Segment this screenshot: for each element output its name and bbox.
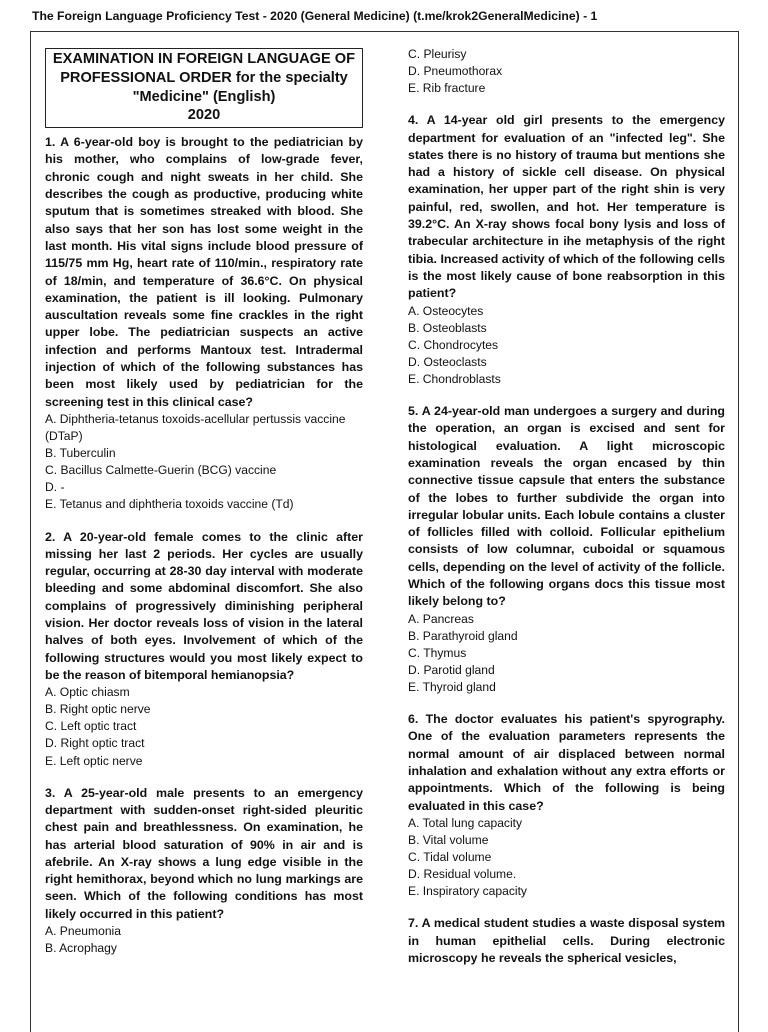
question-4-option-b: B. Osteoblasts — [408, 320, 487, 335]
exam-title-line: EXAMINATION IN FOREIGN LANGUAGE OF — [52, 51, 356, 67]
question-6-option-e: E. Inspiratory capacity — [408, 884, 527, 899]
question-2-option-d: D. Right optic tract — [45, 736, 145, 751]
question-3-option-e: E. Rib fracture — [408, 81, 486, 96]
question-3-option-b: B. Acrophagy — [45, 941, 117, 956]
question-3-option-a: A. Pneumonia — [45, 924, 121, 939]
exam-title-year: 2020 — [187, 107, 221, 124]
question-4-option-a: A. Osteocytes — [408, 303, 484, 318]
question-7-text: 7. A medical student studies a waste disposal system in human epithelial cells. During electronic microscopy he reveals the spherical vesicles, — [408, 916, 725, 965]
question-2-text: 2. A 20-year-old female comes to the clinic after missing her last 2 periods. Her cycles are usually regular, occurring at 28-30 day interval with moderate bleeding and some abdominal discomfort. She also complains of progressively diminishing peripheral vision. Her doctor reveals loss of vision in the lateral halves of both eyes. Involvement of which of the following structures would you most likely expect to be the reason of bitemporal hemianopsia? — [45, 529, 363, 682]
question-6-option-d: D. Residual volume. — [408, 867, 517, 882]
exam-title-line: PROFESSIONAL ORDER for the specialty — [60, 69, 348, 86]
question-2-option-e: E. Left optic nerve — [45, 753, 143, 768]
question-1-option-d: D. - — [45, 480, 65, 495]
left-column — [45, 48, 363, 957]
question-4-text: 4. A 14-year old girl presents to the emergency department for evaluation of an "infected leg". She states there is no history of trauma but mentions she had a history of sickle cell disease. On physical examination, her upper part of the right shin is very painful, red, swollen, and hot. Her temperature is 39.2°C. An X-ray shows focal bony lysis and loss of trabecular architecture in ihe metaphysis of the right tibia. Increased activity of which of the following cells is the most likely cause of bone reabsorption in this patient? — [408, 113, 725, 301]
right-column — [408, 46, 725, 967]
question-5-text: 5. A 24-year-old man undergoes a surgery and during the operation, an organ is excised and sent for histological evaluation. A light microscopic examination reveals the organ encased by thin connective tissue capsule that enters the substance of the lobes to further subdivide the organ into irregular lobular units. Each lobule contains a cluster of follicles filled with colloid. Follicular epithelium consists of low columnar, cuboidal or squamous cells, depending on the level of activity of the follicle. Which of the following organs docs this tissue most likely belong to? — [408, 404, 725, 609]
question-2-option-b: B. Right optic nerve — [45, 702, 151, 717]
question-1-option-e: E. Tetanus and diphtheria toxoids vaccine (Td) — [45, 497, 294, 512]
question-4-option-d: D. Osteoclasts — [408, 354, 487, 369]
question-5-option-d: D. Parotid gland — [408, 662, 495, 677]
question-1-option-b: B. Tuberculin — [45, 446, 116, 461]
page-header: The Foreign Language Proficiency Test - 2020 (General Medicine) (t.me/krok2GeneralMedicine) - 1 — [32, 9, 598, 23]
question-1-text: 1. A 6-year-old boy is brought to the pediatrician by his mother, who complains of low-grade fever, chronic cough and night sweats in her child. She describes the cough as productive, producing white sputum that is sometimes streaked with blood. She also says that her son has lost some weight in the last month. His vital signs include blood pressure of 115/75 mm Hg, heart rate of 110/min., respiratory rate of 18/min, and temperature of 36.6°C. On physical examination, the patient is ill looking. Pulmonary auscultation reveals some fine crackles in the right upper lobe. The pediatrician suspects an active infection and performs Mantoux test. Intradermal injection of which of the following substances has been most likely used by pediatrician for the screening test in this clinical case? — [45, 135, 363, 409]
question-5-option-c: C. Thymus — [408, 645, 467, 660]
question-5-option-e: E. Thyroid gland — [408, 679, 496, 694]
question-2-option-a: A. Optic chiasm — [45, 685, 130, 700]
question-1-option-a: A. Diphtheria-tetanus toxoids-acellular pertussis vaccine (DTaP) — [45, 411, 346, 444]
question-3-option-c: C. Pleurisy — [408, 47, 467, 61]
question-4-option-e: E. Chondroblasts — [408, 371, 501, 386]
exam-title-box — [45, 48, 363, 128]
question-6-option-c: C. Tidal volume — [408, 850, 492, 865]
question-5-option-a: A. Pancreas — [408, 611, 474, 626]
question-6-option-a: A. Total lung capacity — [408, 815, 523, 830]
question-3-text: 3. A 25-year-old male presents to an emergency department with sudden-onset right-sided pleuritic chest pain and breathlessness. On examination, he has arterial blood saturation of 90% in air and is afebrile. An X-ray shows a lung edge visible in the right hemithorax, beyond which no lung markings are seen. Which of the following conditions has most likely occurred in this patient? — [45, 785, 363, 921]
question-6-option-b: B. Vital volume — [408, 832, 489, 847]
question-4-option-c: C. Chondrocytes — [408, 337, 499, 352]
exam-title-line: "Medicine" (English) — [132, 88, 276, 105]
question-6-text: 6. The doctor evaluates his patient's spyrography. One of the evaluation parameters represents the normal amount of air displaced between normal inhalation and exhalation without any extra efforts or appointments. Which of the following is being evaluated in this case? — [408, 712, 725, 813]
question-3-option-d: D. Pneumothorax — [408, 64, 503, 79]
question-2-option-c: C. Left optic tract — [45, 719, 137, 734]
question-5-option-b: B. Parathyroid gland — [408, 628, 518, 643]
question-1-option-c: C. Bacillus Calmette-Guerin (BCG) vaccine — [45, 463, 277, 478]
